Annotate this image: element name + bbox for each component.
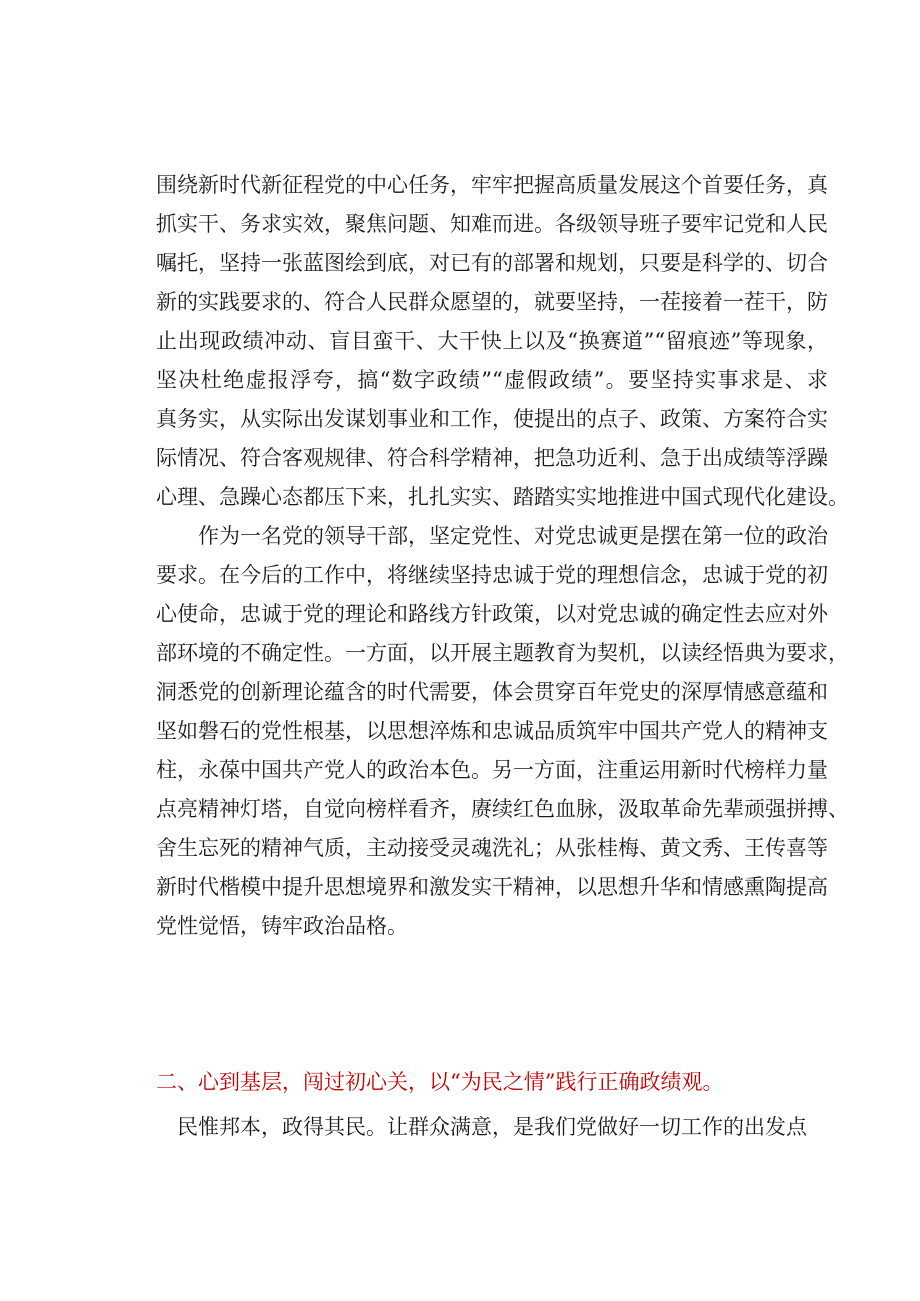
text-line: 坚如磐石的党性根基，以思想淬炼和忠诚品质筑牢中国共产党人的精神支 [156,719,828,743]
paragraph-3 [156,1108,828,1147]
text-line: 新的实践要求的、符合人民群众愿望的，就要坚持，一茬接着一茬干，防 [156,290,828,314]
text-line: 柱，永葆中国共产党人的政治本色。另一方面，注重运用新时代榜样力量 [156,758,828,782]
text-line: 点亮精神灯塔，自觉向榜样看齐，赓续红色血脉，汲取革命先辈顽强拼搏、 [156,797,849,821]
text-line: 部环境的不确定性。一方面，以开展主题教育为契机，以读经悟典为要求， [156,641,849,665]
text-line: 洞悉党的创新理论蕴含的时代需要，体会贯穿百年党史的深厚情感意蕴和 [156,680,828,704]
text-line: 新时代楷模中提升思想境界和激发实干精神，以思想升华和情感熏陶提高 [156,875,828,899]
text-line: 围绕新时代新征程党的中心任务，牢牢把握高质量发展这个首要任务，真 [156,173,828,197]
text-line: 民惟邦本，政得其民。让群众满意，是我们党做好一切工作的出发点 [177,1115,807,1139]
text-line: 真务实，从实际出发谋划事业和工作，使提出的点子、政策、方案符合实 [156,407,828,431]
text-line: 党性觉悟，铸牢政治品格。 [156,914,408,938]
text-line: 作为一名党的领导干部，坚定党性、对党忠诚更是摆在第一位的政治 [198,524,828,548]
text-line: 抓实干、务求实效，聚焦问题、知难而进。各级领导班子要牢记党和人民 [156,212,828,236]
text-line: 舍生忘死的精神气质，主动接受灵魂洗礼；从张桂梅、黄文秀、王传喜等 [156,836,828,860]
text-line: 际情况、符合客观规律、符合科学精神，把急功近利、急于出成绩等浮躁 [156,446,828,470]
paragraph-2 [156,517,849,946]
paragraph-1 [156,166,849,517]
text-line: 坚决杜绝虚报浮夸，搞“数字政绩”“虚假政绩”。要坚持实事求是、求 [156,368,828,392]
text-line: 止出现政绩冲动、盲目蛮干、大干快上以及“换赛道”“留痕迹”等现象， [156,329,828,353]
text-line: 心理、急躁心态都压下来，扎扎实实、踏踏实实地推进中国式现代化建设。 [156,485,849,509]
section-heading: 二、心到基层，闯过初心关，以“为民之情”践行正确政绩观。 [156,1070,724,1094]
text-line: 要求。在今后的工作中，将继续坚持忠诚于党的理想信念，忠诚于党的初 [156,563,828,587]
document-body [156,166,849,946]
text-line: 嘱托，坚持一张蓝图绘到底，对已有的部署和规划，只要是科学的、切合 [156,251,828,275]
text-line: 心使命，忠诚于党的理论和路线方针政策，以对党忠诚的确定性去应对外 [156,602,828,626]
